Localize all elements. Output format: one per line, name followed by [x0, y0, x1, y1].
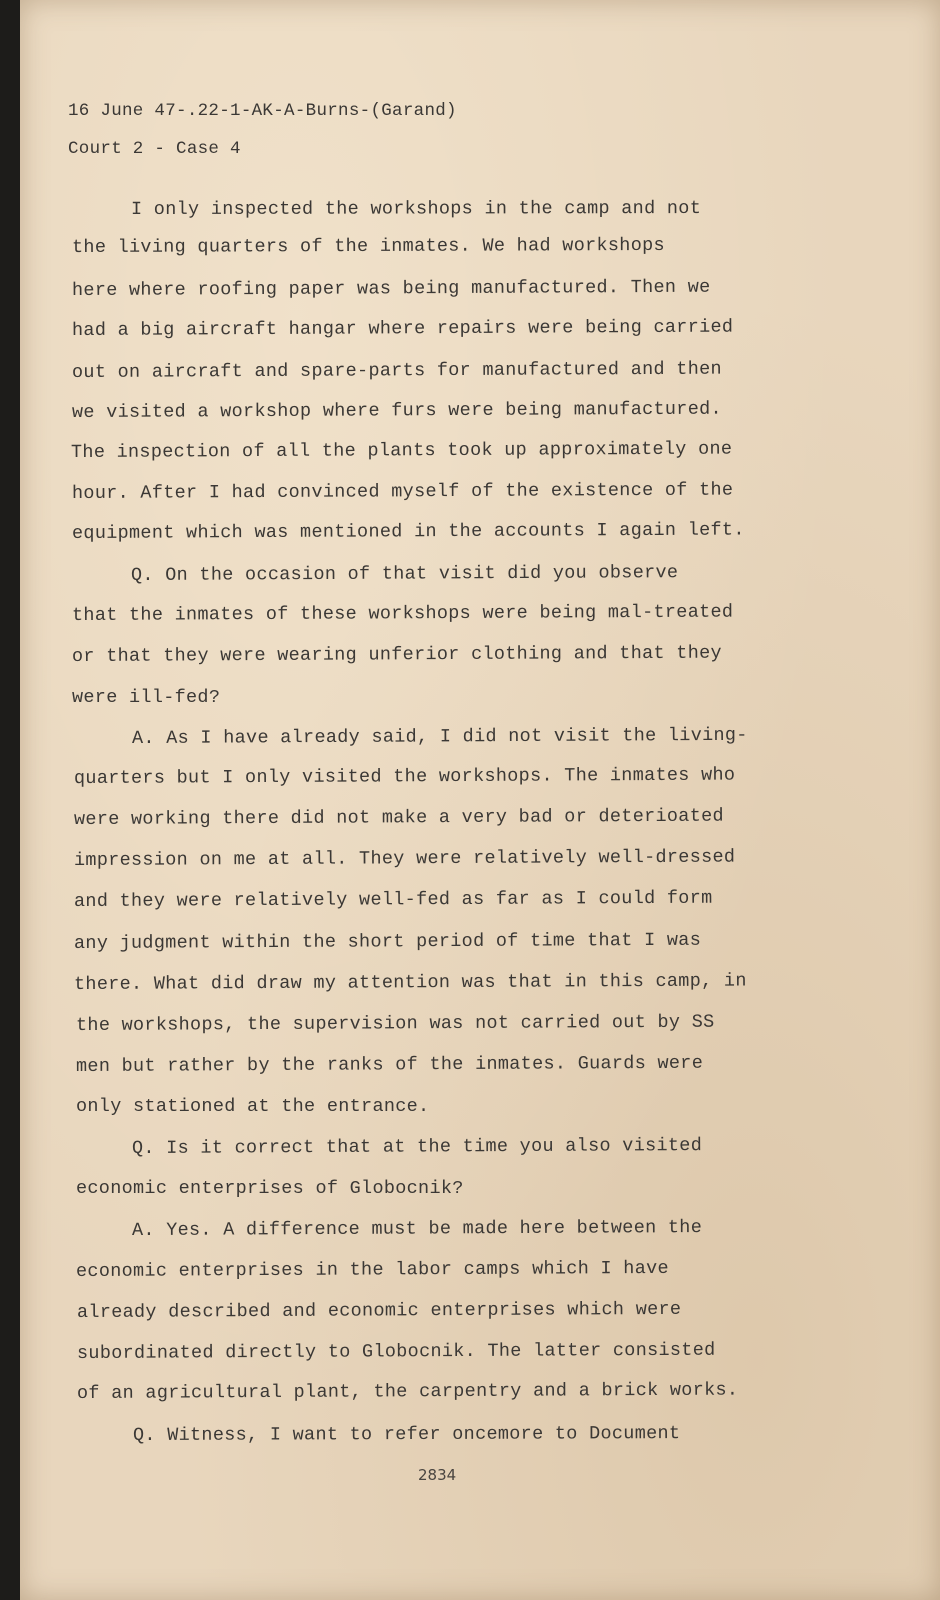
text-line: and they were relatively well-fed as far as I could form: [73, 887, 713, 912]
text-line: were ill-fed?: [72, 687, 221, 708]
question-line: Q. On the occasion of that visit did you observe: [130, 562, 679, 586]
text-line: of an agricultural plant, the carpentry and a brick works.: [76, 1379, 739, 1404]
text-line: the living quarters of the inmates. We had workshops: [71, 234, 665, 258]
text-line: there. What did draw my attention was that in this camp, in: [73, 970, 747, 995]
text-line: that the inmates of these workshops were being mal-treated: [71, 601, 734, 626]
text-line: impression on me at all. They were relatively well-dressed: [73, 846, 736, 871]
text-line: economic enterprises in the labor camps which I have: [75, 1257, 669, 1282]
text-line: quarters but I only visited the workshops. The inmates who: [73, 764, 736, 789]
text-line: we visited a workshop where furs were being manufactured.: [71, 398, 722, 423]
text-line: already described and economic enterprises which were: [76, 1298, 682, 1323]
answer-line: A. Yes. A difference must be made here between the: [131, 1217, 703, 1241]
text-line: I only inspected the workshops in the camp and not: [130, 198, 702, 220]
text-line: only stationed at the entrance.: [76, 1096, 430, 1117]
answer-line: A. As I have already said, I did not visit the living-: [131, 724, 748, 749]
text-line: or that they were wearing unferior clothing and that they: [71, 642, 722, 667]
text-line: equipment which was mentioned in the accounts I again left.: [71, 519, 745, 544]
text-line: economic enterprises of Globocnik?: [76, 1178, 464, 1199]
text-line: here where roofing paper was being manufactured. Then we: [71, 276, 711, 301]
text-line: the workshops, the supervision was not carried out by SS: [75, 1011, 715, 1036]
text-line: out on aircraft and spare-parts for manufactured and then: [71, 358, 722, 383]
text-line: had a big aircraft hangar where repairs were being carried: [71, 316, 734, 341]
document-page: [20, 0, 940, 1600]
text-line: hour. After I had convinced myself of the existence of the: [71, 479, 734, 504]
court-case-header: Court 2 - Case 4: [68, 139, 241, 159]
question-line: Q. Is it correct that at the time you also visited: [131, 1135, 703, 1159]
question-line: Q. Witness, I want to refer oncemore to Document: [132, 1423, 681, 1446]
text-line: men but rather by the ranks of the inmates. Guards were: [75, 1052, 704, 1077]
text-line: The inspection of all the plants took up approximately one: [70, 438, 733, 463]
page-number: 2834: [418, 1466, 457, 1484]
text-line: any judgment within the short period of time that I was: [73, 929, 702, 954]
text-line: subordinated directly to Globocnik. The latter consisted: [76, 1339, 716, 1364]
session-header: 16 June 47-.22-1-AK-A-Burns-(Garand): [68, 101, 457, 121]
text-line: were working there did not make a very bad or deterioated: [73, 805, 724, 830]
